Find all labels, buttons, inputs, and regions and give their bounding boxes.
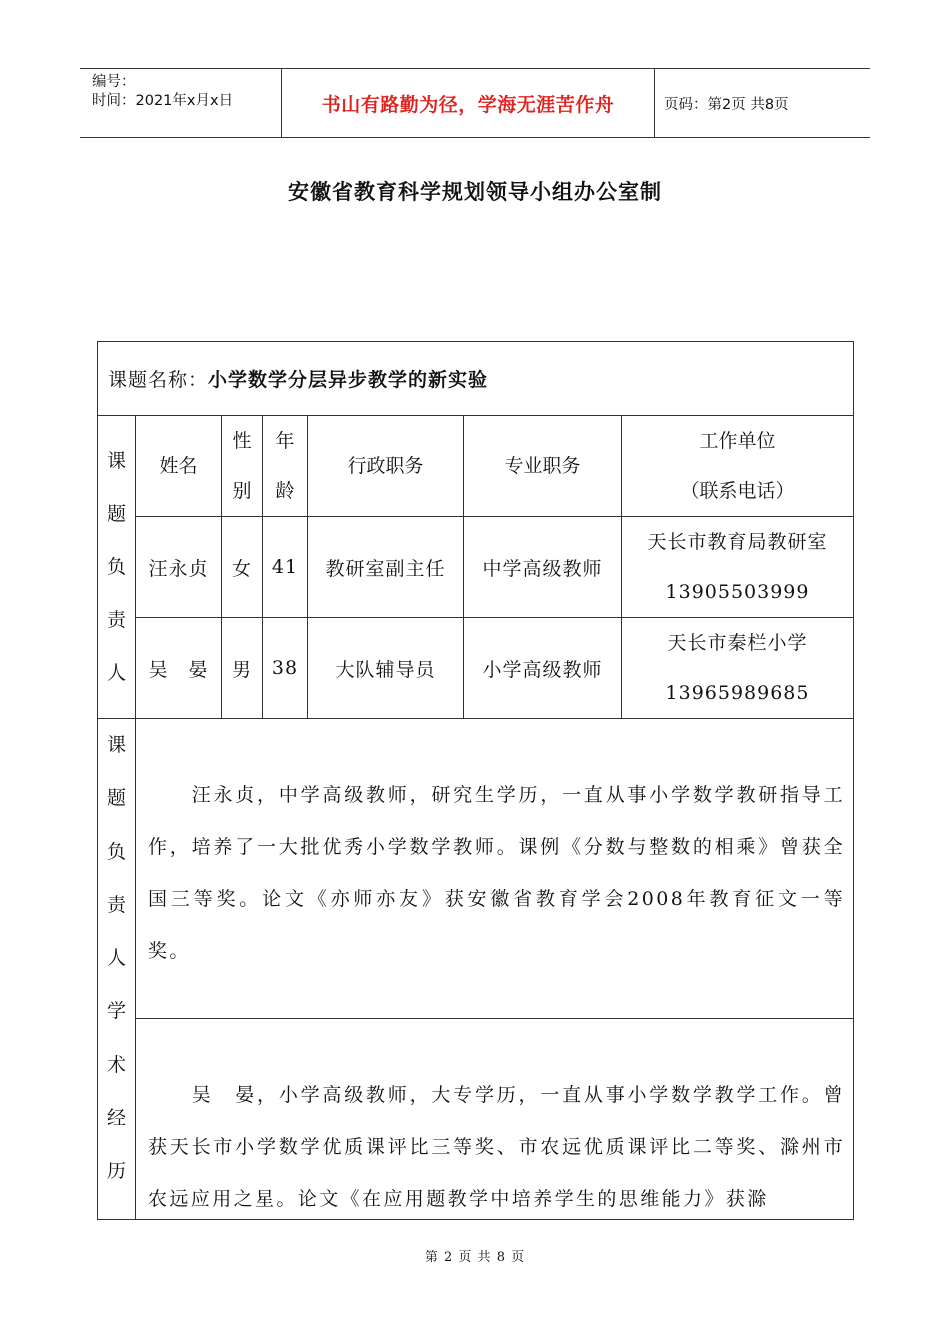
- side-char: 术: [106, 1053, 126, 1076]
- leader-name: 汪永贞: [136, 517, 222, 618]
- unit-name: 天长市教育局教研室: [647, 531, 828, 553]
- topic-cell: [98, 342, 854, 416]
- leader-prof: 中学高级教师: [464, 517, 622, 618]
- leader-age: 41: [263, 517, 308, 618]
- col-gender: [222, 416, 263, 517]
- bio-cell: [136, 719, 854, 1019]
- leader-unit: [622, 618, 854, 719]
- unit-phone: 13965989685: [665, 682, 810, 704]
- col-gender-2: 别: [232, 480, 252, 502]
- col-age-2: 龄: [275, 480, 295, 502]
- unit-name: 天长市秦栏小学: [667, 632, 808, 654]
- time-label: 时间：2021年x月x日: [92, 93, 234, 109]
- application-form: [97, 341, 854, 1220]
- experience-row: [98, 719, 854, 1019]
- side-char: 历: [106, 1160, 126, 1183]
- leader-row: [98, 618, 854, 719]
- leader-unit: [622, 517, 854, 618]
- topic-value: 小学数学分层异步教学的新实验: [208, 369, 489, 391]
- col-unit-1: 工作单位: [699, 430, 776, 452]
- side-char: 课: [106, 449, 126, 472]
- side-char: 题: [106, 502, 126, 525]
- leader-admin: 教研室副主任: [308, 517, 464, 618]
- col-prof: 专业职务: [464, 416, 622, 517]
- topic-row: [98, 342, 854, 416]
- col-admin: 行政职务: [308, 416, 464, 517]
- motto: 书山有路勤为径，学海无涯苦作舟: [282, 69, 655, 137]
- page-footer: 第 2 页 共 8 页: [424, 1250, 526, 1265]
- leader-prof: 小学高级教师: [464, 618, 622, 719]
- header-meta: [80, 69, 282, 137]
- side-char: 题: [106, 787, 126, 810]
- leader-age: 38: [263, 618, 308, 719]
- bio-text: 汪永贞，中学高级教师，研究生学历，一直从事小学数学教研指导工作，培养了一大批优秀小学数学教师。课例《分数与整数的相乘》曾获全国三等奖。论文《亦师亦友》获安徽省教育学会2008年教育征文一等奖。: [148, 784, 846, 962]
- leader-gender: 男: [222, 618, 263, 719]
- side-char: 学: [106, 1000, 126, 1023]
- leader-gender: 女: [222, 517, 263, 618]
- leader-row: [98, 517, 854, 618]
- leaders-side-label: [98, 416, 136, 719]
- leaders-header-row: [98, 416, 854, 517]
- bio-cell: [136, 1019, 854, 1220]
- page-label: 页码：第2页 共8页: [664, 96, 789, 113]
- col-name: 姓名: [136, 416, 222, 517]
- col-unit-2: （联系电话）: [680, 480, 795, 502]
- side-char: 经: [106, 1107, 126, 1130]
- topic-label: 课题名称：: [108, 369, 209, 391]
- col-age-1: 年: [275, 430, 295, 452]
- page-header: [80, 68, 870, 138]
- bio-text: 吴 晏，小学高级教师，大专学历，一直从事小学数学教学工作。曾获天长市小学数学优质课评比三等奖、市农远优质课评比二等奖、滁州市农远应用之星。论文《在应用题教学中培养学生的思维能力》获滁: [148, 1084, 846, 1210]
- leader-name: 吴 晏: [136, 618, 222, 719]
- experience-row: [98, 1019, 854, 1220]
- col-age: [263, 416, 308, 517]
- doc-title: 安徽省教育科学规划领导小组办公室制: [288, 180, 662, 204]
- side-char: 责: [106, 893, 126, 916]
- col-unit: [622, 416, 854, 517]
- side-char: 课: [106, 734, 126, 756]
- side-char: 责: [106, 608, 126, 631]
- side-char: 人: [106, 947, 126, 970]
- side-char: 负: [106, 555, 126, 578]
- number-label: 编号：: [92, 74, 136, 90]
- experience-side-label: [98, 719, 136, 1220]
- side-char: 负: [106, 840, 126, 863]
- leader-admin: 大队辅导员: [308, 618, 464, 719]
- unit-phone: 13905503999: [665, 581, 810, 603]
- side-char: 人: [106, 661, 126, 684]
- col-gender-1: 性: [232, 430, 252, 452]
